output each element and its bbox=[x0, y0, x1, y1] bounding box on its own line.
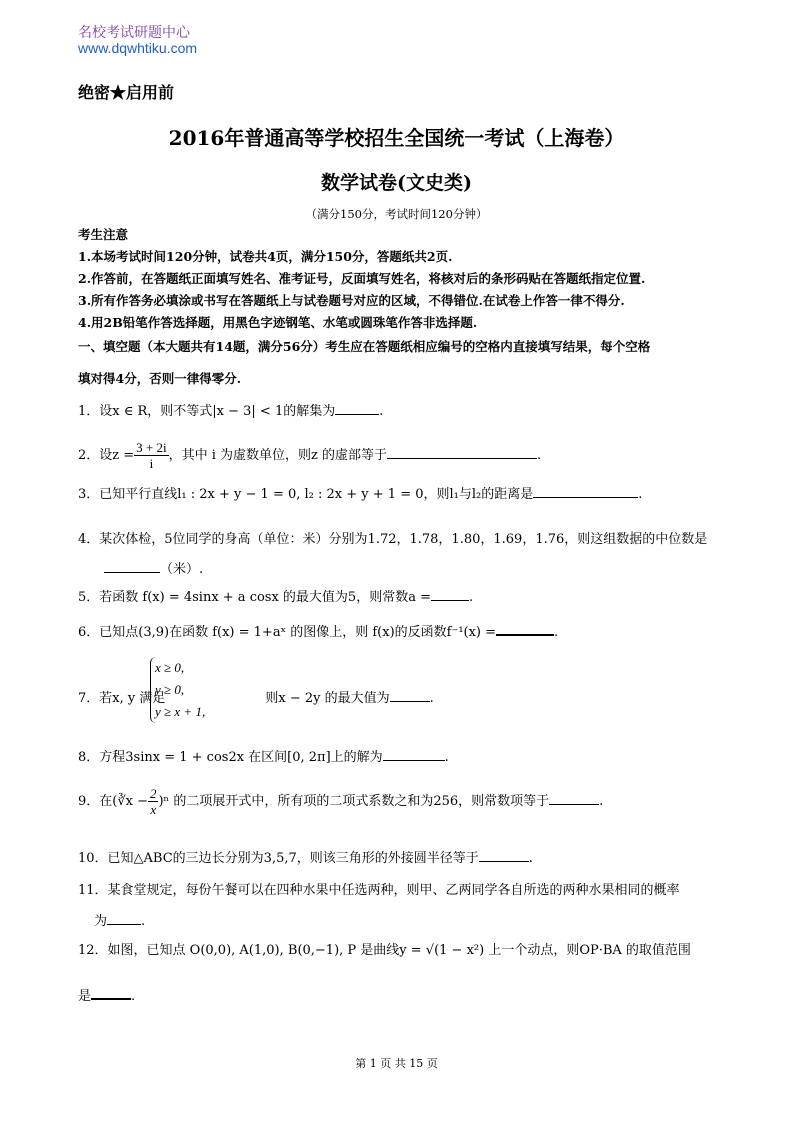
q2-text: 2．设z = bbox=[78, 448, 135, 463]
q12-text: 12．如图，已知点 O(0,0), A(1,0), B(0,−1), P 是曲线y = √(1 − x²) 上一个动点，则OP·BA 的取值范围 bbox=[78, 943, 691, 958]
fraction bbox=[148, 786, 159, 817]
question-6: 6．已知点(3,9)在函数 f(x) = 1+aˣ 的图像上，则 f(x)的反函数f⁻¹(x) = . bbox=[78, 621, 558, 640]
q11-text: 11．某食堂规定，每份午餐可以在四种水果中任选两种，则甲、乙两同学各自所选的两种水果相同的概率 bbox=[78, 883, 680, 898]
q4-text-b: （米）. bbox=[160, 562, 204, 577]
exam-subtitle: 数学试卷(文史类) bbox=[321, 172, 472, 194]
numerator: 2 bbox=[149, 786, 157, 801]
q9-text: 9．在(∛x − bbox=[78, 794, 148, 809]
q12-text-b: 是 bbox=[78, 989, 92, 1004]
question-9: 9．在(∛x − $\frac{2}{x}$ )ⁿ 的二项展开式中，所有项的二项式系数之和为256，则常数项等于 . bbox=[78, 786, 604, 817]
question-12-cont: 是 . bbox=[78, 985, 135, 1004]
question-8: 8．方程3sinx = 1 + cos2x 在区间[0, 2π]上的解为 . bbox=[78, 750, 449, 765]
section-heading-cont: 填对得4分，否则一律得零分. bbox=[78, 371, 242, 386]
q7-text-b: 则x − 2y 的最大值为 bbox=[265, 691, 390, 706]
constraint: y ≥ x + 1, bbox=[155, 704, 206, 719]
question-12 bbox=[78, 939, 691, 958]
note-item: 2.作答前，在答题纸正面填写姓名、准考证号，反面填写姓名，将核对后的条形码贴在答题纸指定位置. bbox=[78, 271, 646, 286]
constraint: x ≥ 0, bbox=[155, 660, 185, 675]
denominator: x bbox=[150, 802, 157, 817]
note-item: 1.本场考试时间120分钟，试卷共4页，满分150分，答题纸共2页. bbox=[78, 249, 453, 264]
q7-text: 7．若x, y 满足 bbox=[78, 691, 166, 706]
confidential-label: 绝密★启用前 bbox=[78, 83, 175, 102]
question-10: 10．已知△ABC的三边长分别为3,5,7，则该三角形的外接圆半径等于 . bbox=[78, 851, 533, 866]
q8-text: 8．方程3sinx = 1 + cos2x 在区间[0, 2π]上的解为 bbox=[78, 750, 383, 765]
question-11-cont: 为 . bbox=[94, 914, 146, 929]
question-4-cont bbox=[104, 558, 203, 577]
watermark-url[interactable]: www.dqwhtiku.com bbox=[78, 40, 198, 56]
page-footer: 第 1 页 共 15 页 bbox=[355, 1057, 438, 1070]
q1-text: 1．设x ∈ R，则不等式|x − 3| < 1的解集为 bbox=[78, 404, 336, 419]
question-2: 2．设z = $\frac{3 + 2i}{i}$ ，其中 i 为虚数单位，则z 的虚部等于 . bbox=[78, 440, 542, 471]
q6-text: 6．已知点(3,9)在函数 f(x) = 1+aˣ 的图像上，则 f(x)的反函数f⁻¹(x) = bbox=[78, 625, 497, 640]
question-11 bbox=[78, 879, 680, 898]
constraint: y ≥ 0, bbox=[155, 682, 185, 697]
question-4 bbox=[78, 528, 707, 547]
question-7: 7．若x, y 满足 则x − 2y 的最大值为 . bbox=[78, 691, 434, 706]
q2-text-b: ，其中 i 为虚数单位，则z 的虚部等于 bbox=[168, 448, 388, 463]
fraction bbox=[134, 440, 168, 471]
q10-text: 10．已知△ABC的三边长分别为3,5,7，则该三角形的外接圆半径等于 bbox=[78, 851, 479, 866]
score-time: （满分150分，考试时间120分钟） bbox=[305, 207, 488, 221]
notes-heading: 考生注意 bbox=[78, 227, 129, 242]
denominator: i bbox=[149, 456, 154, 471]
question-5: 5．若函数 f(x) = 4sinx + a cosx 的最大值为5，则常数a = . bbox=[78, 590, 474, 605]
q11-text-b: 为 bbox=[94, 914, 108, 929]
section-heading: 一、填空题（本大题共有14题，满分56分）考生应在答题纸相应编号的空格内直接填写结果，每个空格 bbox=[78, 339, 651, 354]
numerator: 3 + 2i bbox=[136, 440, 167, 455]
question-3: 3．已知平行直线l₁ : 2x + y − 1 = 0, l₂ : 2x + y + 1 = 0，则l₁与l₂的距离是 . bbox=[78, 487, 643, 502]
note-item: 3.所有作答务必填涂或书写在答题纸上与试卷题号对应的区域，不得错位.在试卷上作答一律不得分. bbox=[78, 293, 625, 308]
q3-text: 3．已知平行直线l₁ : 2x + y − 1 = 0, l₂ : 2x + y + 1 = 0，则l₁与l₂的距离是 bbox=[78, 487, 534, 502]
exam-title: 2016年普通高等学校招生全国统一考试（上海卷） bbox=[168, 126, 625, 150]
q4-text: 4．某次体检，5位同学的身高（单位：米）分别为1.72，1.78，1.80，1.69，1.76，则这组数据的中位数是 bbox=[78, 532, 708, 547]
watermark-name: 名校考试研题中心 bbox=[78, 25, 190, 41]
q5-text: 5．若函数 f(x) = 4sinx + a cosx 的最大值为5，则常数a = bbox=[78, 590, 431, 605]
question-1: 1．设x ∈ R，则不等式|x − 3| < 1的解集为 . bbox=[78, 404, 384, 419]
constraint-system bbox=[150, 657, 205, 723]
note-item: 4.用2B铅笔作答选择题，用黑色字迹钢笔、水笔或圆珠笔作答非选择题. bbox=[78, 315, 478, 330]
q9-text-b: )ⁿ 的二项展开式中，所有项的二项式系数之和为256，则常数项等于 bbox=[158, 794, 550, 809]
